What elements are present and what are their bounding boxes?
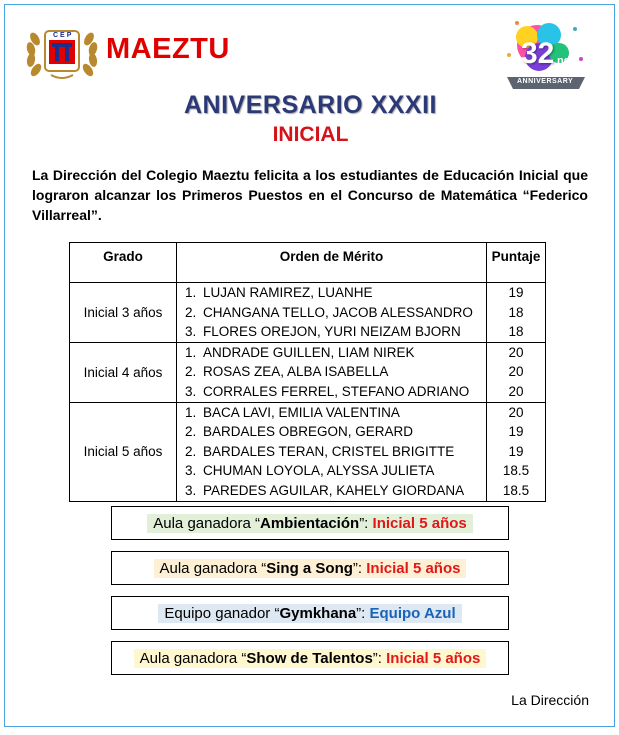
award-winner: Inicial 5 años (366, 559, 461, 577)
rank-number: 3. (185, 324, 197, 340)
award-prefix: Aula ganadora “ (159, 559, 267, 577)
ranking-entry (185, 382, 486, 402)
student-name: CHANGANA TELLO, JACOB ALESSANDRO (203, 304, 473, 320)
header-puntaje: Puntaje (487, 243, 546, 283)
student-name: FLORES OREJON, YURI NEIZAM BJORN (203, 324, 461, 340)
anniversary-badge (501, 15, 589, 99)
score: 18 (508, 304, 524, 320)
student-name: LUJAN RAMIREZ, LUANHE (203, 285, 373, 300)
award-separator: ”: (372, 649, 387, 667)
document-page (4, 4, 615, 727)
ranking-entry (185, 322, 486, 342)
table-row (70, 402, 546, 501)
award-prefix: Aula ganadora “ (153, 514, 260, 532)
award-winner: Inicial 5 años (372, 514, 467, 532)
student-name: PAREDES AGUILAR, KAHELY GIORDANA (203, 482, 465, 498)
header-orden: Orden de Mérito (177, 243, 487, 283)
scores-cell (487, 342, 546, 402)
award-ambientacion (111, 506, 509, 540)
student-name: BARDALES OBREGON, GERARD (203, 424, 414, 440)
student-name: CORRALES FERREL, STEFANO ADRIANO (203, 383, 470, 399)
names-cell (177, 342, 487, 402)
table-row (70, 342, 546, 402)
brand-name: MAEZTU (106, 33, 230, 65)
award-separator: ”: (359, 514, 373, 532)
rank-number: 2. (185, 424, 197, 440)
award-show-de-talentos (111, 641, 509, 675)
ranking-entry (185, 481, 486, 501)
header-grado: Grado (70, 243, 177, 283)
scores-cell (487, 402, 546, 501)
student-name: ROSAS ZEA, ALBA ISABELLA (203, 364, 389, 380)
award-separator: ”: (356, 604, 370, 622)
score: 20 (508, 404, 524, 420)
anniversary-number: 32 (521, 37, 555, 70)
signature: La Dirección (511, 692, 589, 708)
ranking-entry (185, 403, 486, 423)
results-table (69, 242, 546, 502)
rank-number: 3. (185, 482, 197, 498)
award-gymkhana (111, 596, 509, 630)
score: 20 (508, 383, 524, 399)
score: 20 (508, 344, 524, 360)
award-category: Gymkhana (279, 604, 357, 622)
score: 20 (508, 364, 524, 380)
rank-number: 2. (185, 364, 197, 380)
award-category: Show de Talentos (246, 649, 373, 667)
names-cell (177, 402, 487, 501)
ranking-entry (185, 422, 486, 442)
score: 18.5 (502, 482, 530, 498)
award-category: Ambientación (260, 514, 360, 532)
ranking-entry (185, 343, 486, 363)
award-winner: Inicial 5 años (386, 649, 481, 667)
student-name: BACA LAVI, EMILIA VALENTINA (203, 404, 400, 420)
rank-number: 1. (185, 344, 197, 360)
award-prefix: Equipo ganador “ (164, 604, 280, 622)
page-title: ANIVERSARIO XXXII (184, 91, 437, 119)
school-logo (23, 25, 101, 81)
intro-paragraph: La Dirección del Colegio Maeztu felicita a los estudiantes de Educación Inicial que lograron alcanzar los Primeros Puestos en el Concurso de Matemática “Federico Villarreal”. (32, 167, 588, 223)
score: 18 (508, 324, 524, 340)
page-subtitle: INICIAL (272, 123, 349, 146)
score: 18.5 (502, 463, 530, 479)
grado-cell: Inicial 4 años (70, 342, 177, 402)
ranking-entry (185, 283, 486, 303)
rank-number: 1. (185, 404, 197, 420)
score: 19 (508, 285, 524, 300)
score: 19 (508, 424, 524, 440)
rank-number: 2. (185, 304, 197, 320)
anniversary-suffix: nd (557, 55, 571, 67)
student-name: BARDALES TERAN, CRISTEL BRIGITTE (203, 443, 455, 459)
award-winner: Equipo Azul (369, 604, 456, 622)
anniversary-label: ANNIVERSARY (517, 78, 574, 85)
award-text (134, 649, 487, 668)
rank-number: 2. (185, 443, 197, 459)
award-text (158, 604, 461, 623)
score: 19 (508, 443, 524, 459)
rank-number: 3. (185, 463, 197, 479)
award-separator: ”: (352, 559, 367, 577)
student-name: CHUMAN LOYOLA, ALYSSA JULIETA (203, 463, 435, 479)
ranking-entry (185, 362, 486, 382)
scores-cell (487, 283, 546, 343)
award-prefix: Aula ganadora “ (139, 649, 247, 667)
award-category: Sing a Song (266, 559, 353, 577)
student-name: ANDRADE GUILLEN, LIAM NIREK (203, 344, 415, 360)
award-sing-a-song (111, 551, 509, 585)
logo-text: CEP (53, 32, 74, 39)
ranking-entry (185, 442, 486, 462)
table-header-row (70, 243, 546, 283)
table-row (70, 283, 546, 343)
names-cell (177, 283, 487, 343)
award-text (147, 514, 473, 533)
rank-number: 1. (185, 285, 197, 300)
ranking-entry (185, 461, 486, 481)
award-text (154, 559, 467, 578)
rank-number: 3. (185, 383, 197, 399)
ranking-entry (185, 303, 486, 323)
grado-cell: Inicial 3 años (70, 283, 177, 343)
grado-cell: Inicial 5 años (70, 402, 177, 501)
